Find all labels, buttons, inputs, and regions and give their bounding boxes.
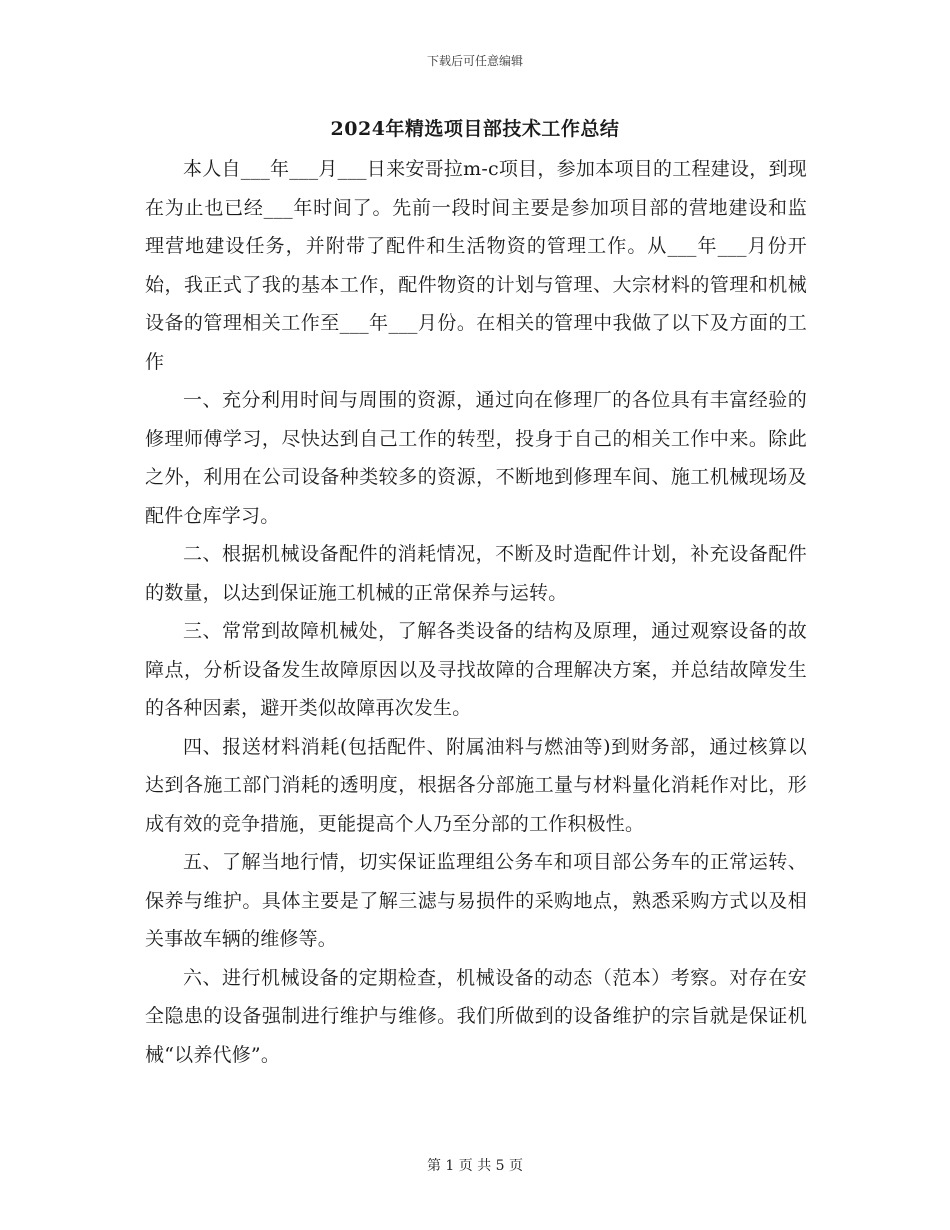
- paragraph-item-4: 四、报送材料消耗(包括配件、附属油料与燃油等)到财务部，通过核算以达到各施工部门消耗的透明度，根据各分部施工量与材料量化消耗作对比，形成有效的竞争措施，更能提高个人乃至分部的工作积极性。: [145, 735, 807, 835]
- paragraph-item-3: 三、常常到故障机械处，了解各类设备的结构及原理，通过观察设备的故障点，分析设备发生故障原因以及寻找故障的合理解决方案，并总结故障发生的各种因素，避开类似故障再次发生。: [145, 620, 807, 719]
- paragraph-intro: 本人自___年___月___日来安哥拉m-c项目，参加本项目的工程建设，到现在为止也已经___年时间了。先前一段时间主要是参加项目部的营地建设和监理营地建设任务，并附带了配件和生活物资的管理工作。从___年___月份开始，我正式了我的基本工作，配件物资的计划与管理、大宗材料的管理和机械设备的管理相关工作至___年___月份。在相关的管理中我做了以下及方面的工作: [145, 158, 807, 373]
- paragraph-item-2: 二、根据机械设备配件的消耗情况，不断及时造配件计划，补充设备配件的数量，以达到保证施工机械的正常保养与运转。: [145, 543, 807, 604]
- document-title: 2024年精选项目部技术工作总结: [330, 118, 620, 140]
- paragraph-item-1: 一、充分利用时间与周围的资源，通过向在修理厂的各位具有丰富经验的修理师傅学习，尽快达到自己工作的转型，投身于自己的相关工作中来。除此之外，利用在公司设备种类较多的资源，不断地到修理车间、施工机械现场及配件仓库学习。: [145, 389, 807, 527]
- page-number-footer: 第 1 页 共 5 页: [426, 1158, 524, 1174]
- document-body: [145, 150, 807, 1074]
- paragraph-item-6: 六、进行机械设备的定期检查，机械设备的动态（范本）考察。对存在安全隐患的设备强制进行维护与维修。我们所做到的设备维护的宗旨就是保证机械“以养代修”。: [145, 966, 807, 1066]
- paragraph-item-5: 五、了解当地行情，切实保证监理组公务车和项目部公务车的正常运转、保养与维护。具体主要是了解三滤与易损件的采购地点，熟悉采购方式以及相关事故车辆的维修等。: [145, 851, 807, 950]
- header-note: 下载后可任意编辑: [426, 54, 523, 68]
